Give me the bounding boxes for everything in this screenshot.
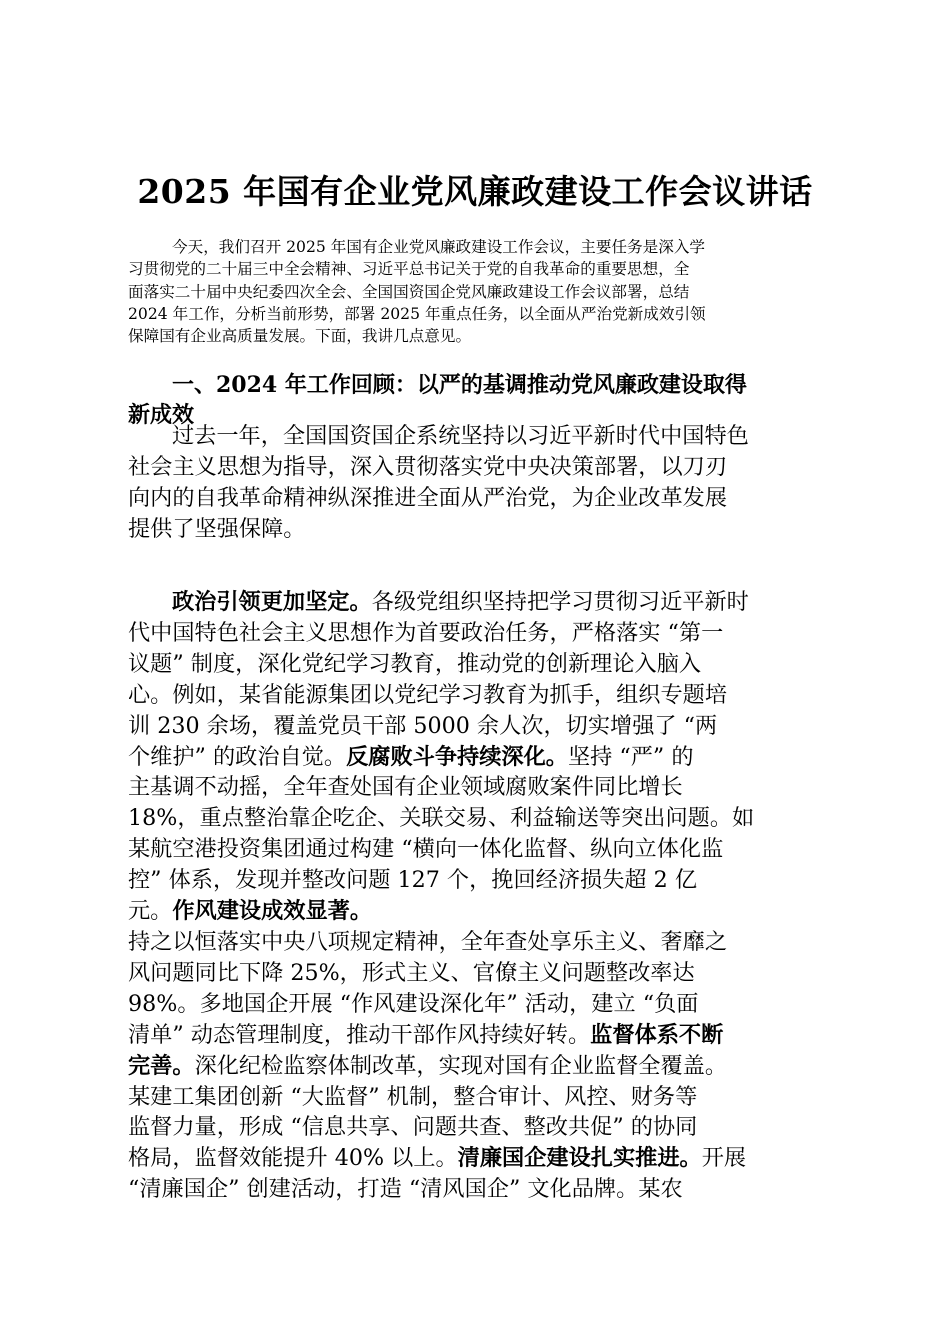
intro-line: 习贯彻党的二十届三中全会精神、习近平总书记关于党的自我革命的重要思想，全 [128,260,690,279]
paragraph-text: 个维护” 的政治自觉。 [128,743,347,770]
paragraph-line: 持之以恒落实中央八项规定精神，全年查处享乐主义、奢靡之 [128,928,728,955]
paragraph-line: 控” 体系，发现并整改问题 127 个，挽回经济损失超 2 亿 [128,867,698,894]
intro-line: 面落实二十届中央纪委四次全会、全国国资国企党风廉政建设工作会议部署，总结 [128,282,690,301]
subheading-work-style: 作风建设成效显著。 [172,898,373,925]
paragraph-line: 监督力量，形成 “信息共享、问题共查、整改共促” 的协同 [128,1114,698,1141]
paragraph-text: 元。 [128,898,173,925]
paragraph-line: 98%。多地国企开展 “作风建设深化年” 活动，建立 “负面 [128,990,699,1017]
paragraph-text: 开展 [701,1145,747,1172]
paragraph-line: 提供了坚强保障。 [128,515,306,542]
paragraph-line: 训 230 余场，覆盖党员干部 5000 余人次，切实增强了 “两 [128,712,718,739]
paragraph-line [128,587,828,618]
document-title: 2025 年国有企业党风廉政建设工作会议讲话 [137,172,813,211]
paragraph-line [128,1051,828,1082]
review-paragraph [128,421,828,545]
paragraph-line: 主基调不动摇，全年查处国有企业领域腐败案件同比增长 [128,774,683,801]
paragraph-line [128,896,828,927]
paragraph-line: 心。例如，某省能源集团以党纪学习教育为抓手，组织专题培 [128,681,728,708]
subheading-political-leadership: 政治引领更加坚定。 [172,589,372,615]
intro-line: 2024 年工作，分析当前形势，部署 2025 年重点任务，以全面从严治党新成效引领 [128,304,706,323]
paragraph-text: 格局，监督效能提升 40% 以上。 [128,1145,458,1172]
section-heading-line: 新成效 [128,402,195,428]
paragraph-text: 深化纪检监察体制改革，实现对国有企业监督全覆盖。 [194,1052,728,1079]
paragraph-line: 18%，重点整治靠企吃企、关联交易、利益输送等突出问题。如 [128,805,755,832]
paragraph-line [128,1020,828,1051]
section-heading-line: 一、2024 年工作回顾：以严的基调推动党风廉政建设取得 [172,372,747,398]
intro-line: 保障国有企业高质量发展。下面，我讲几点意见。 [128,327,472,346]
paragraph-line: 某建工集团创新 “大监督” 机制，整合审计、风控、财务等 [128,1083,698,1110]
subheading-anti-corruption: 反腐败斗争持续深化。 [346,743,568,770]
subheading-supervision-cont: 完善。 [128,1052,195,1079]
paragraph-line: 议题” 制度，深化党纪学习教育，推动党的创新理论入脑入 [128,650,702,677]
paragraph-line: 某航空港投资集团通过构建 “横向一体化监督、纵向立体化监 [128,836,724,863]
subheading-clean-enterprise: 清廉国企建设扎实推进。 [457,1145,702,1172]
paragraph-line: 风问题同比下降 25%，形式主义、官僚主义问题整改率达 [128,959,695,986]
paragraph-line [128,1143,828,1174]
paragraph-line: 向内的自我革命精神纵深推进全面从严治党，为企业改革发展 [128,484,728,511]
intro-line: 今天，我们召开 2025 年国有企业党风廉政建设工作会议，主要任务是深入学 [172,238,706,256]
paragraph-text: 各级党组织坚持把学习贯彻习近平新时 [371,589,749,615]
paragraph-line: 社会主义思想为指导，深入贯彻落实党中央决策部署，以刀刃 [128,453,728,480]
paragraph-text: 清单” 动态管理制度，推动干部作风持续好转。 [128,1021,591,1048]
paragraph-line: 代中国特色社会主义思想作为首要政治任务，严格落实 “第一 [128,619,724,646]
paragraph-line: “清廉国企” 创建活动，打造 “清风国企” 文化品牌。某农 [128,1176,683,1203]
paragraph-line [128,742,828,773]
intro-paragraph [128,236,828,347]
subheading-supervision: 监督体系不断 [590,1021,724,1048]
paragraph-text: 坚持 “严” 的 [567,743,694,770]
paragraph-line: 过去一年，全国国资国企系统坚持以习近平新时代中国特色 [172,423,749,449]
achievements-paragraph [128,587,828,1205]
